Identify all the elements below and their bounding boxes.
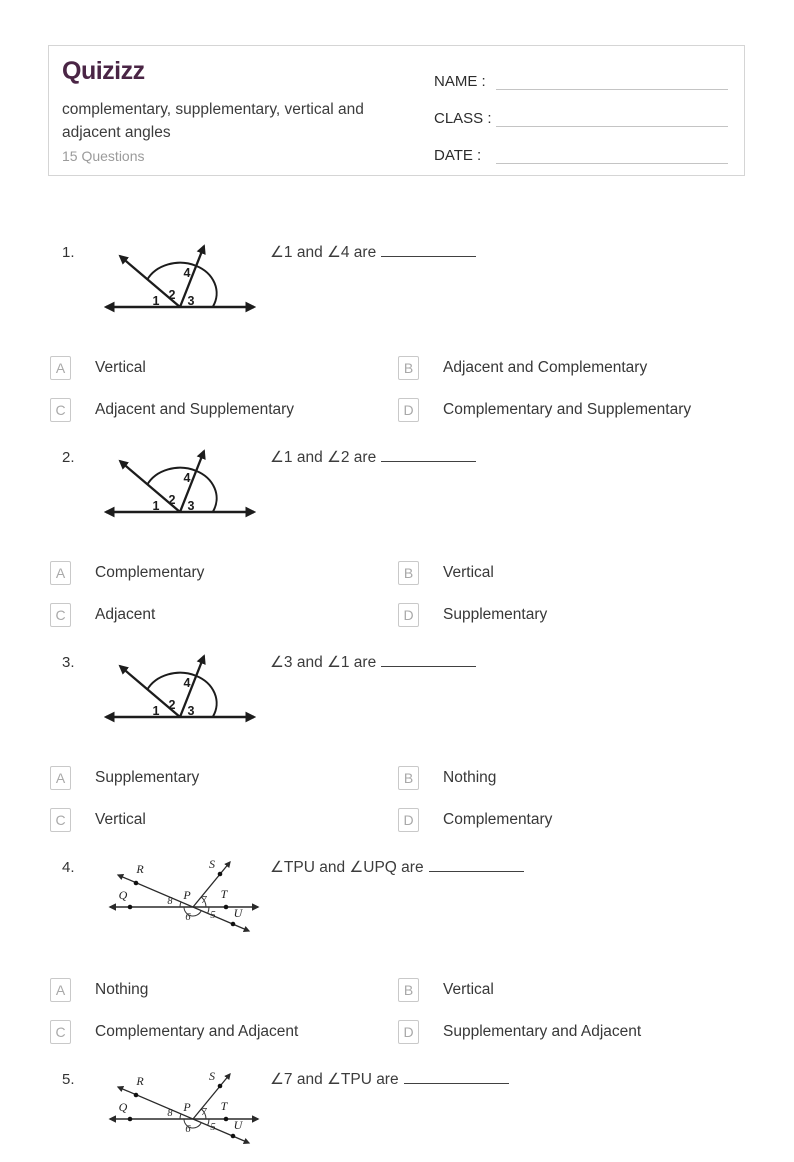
option-label: Nothing bbox=[443, 769, 497, 786]
question-number: 3. bbox=[62, 654, 75, 671]
question-2 bbox=[48, 445, 748, 627]
option-b[interactable] bbox=[398, 561, 748, 585]
point-label-p: P bbox=[183, 1100, 191, 1114]
intersecting-lines-figure bbox=[100, 855, 270, 950]
class-input-line[interactable] bbox=[496, 107, 728, 127]
angle-label-4: 4 bbox=[183, 471, 191, 485]
point-label-r: R bbox=[136, 862, 144, 876]
option-letter: A bbox=[50, 766, 71, 790]
option-label: Vertical bbox=[443, 564, 494, 581]
point-label-t: T bbox=[220, 887, 228, 901]
question-number: 5. bbox=[62, 1071, 75, 1088]
option-c[interactable] bbox=[50, 398, 398, 422]
answer-blank[interactable] bbox=[381, 653, 476, 667]
angle-label-2: 2 bbox=[168, 288, 176, 302]
angle-label-6: 6 bbox=[185, 1124, 191, 1135]
angle-label-3: 3 bbox=[187, 704, 195, 718]
quizizz-logo: Quizizz bbox=[62, 57, 145, 85]
answer-blank[interactable] bbox=[381, 448, 476, 462]
angle-figure bbox=[100, 650, 270, 738]
name-input-line[interactable] bbox=[496, 70, 728, 90]
point-label-u: U bbox=[233, 1118, 243, 1132]
option-label: Nothing bbox=[95, 981, 149, 998]
option-label: Supplementary bbox=[443, 606, 548, 623]
question-text: ∠7 and ∠TPU are bbox=[270, 1067, 748, 1162]
header bbox=[48, 45, 745, 176]
answer-blank[interactable] bbox=[429, 858, 524, 872]
angle-label-6: 6 bbox=[185, 912, 191, 923]
option-label: Complementary bbox=[443, 811, 553, 828]
name-label: NAME : bbox=[434, 73, 486, 90]
angle-figure bbox=[100, 445, 270, 533]
options bbox=[50, 561, 748, 627]
option-d[interactable] bbox=[398, 603, 748, 627]
option-label: Adjacent and Supplementary bbox=[95, 401, 295, 418]
class-label: CLASS : bbox=[434, 110, 492, 127]
question-number: 1. bbox=[62, 244, 75, 261]
option-letter: C bbox=[50, 603, 71, 627]
question-text: ∠1 and ∠4 are bbox=[270, 240, 748, 328]
angle-label-4: 4 bbox=[183, 676, 191, 690]
angle-label-3: 3 bbox=[187, 294, 195, 308]
option-a[interactable] bbox=[50, 766, 398, 790]
option-letter: D bbox=[398, 398, 419, 422]
angle-label-7: 7 bbox=[201, 1107, 207, 1118]
option-letter: A bbox=[50, 978, 71, 1002]
options bbox=[50, 766, 748, 832]
angle-label-7: 7 bbox=[201, 895, 207, 906]
option-letter: D bbox=[398, 1020, 419, 1044]
option-d[interactable] bbox=[398, 1020, 748, 1044]
option-a[interactable] bbox=[50, 978, 398, 1002]
point-label-p: P bbox=[183, 888, 191, 902]
option-c[interactable] bbox=[50, 1020, 398, 1044]
answer-blank[interactable] bbox=[404, 1070, 509, 1084]
option-label: Adjacent and Complementary bbox=[443, 359, 648, 376]
option-b[interactable] bbox=[398, 978, 748, 1002]
answer-blank[interactable] bbox=[381, 243, 476, 257]
option-label: Vertical bbox=[95, 811, 146, 828]
question-number: 4. bbox=[62, 859, 75, 876]
angle-label-3: 3 bbox=[187, 499, 195, 513]
option-label: Vertical bbox=[95, 359, 146, 376]
option-letter: B bbox=[398, 356, 419, 380]
option-label: Vertical bbox=[443, 981, 494, 998]
angle-label-5: 5 bbox=[210, 1122, 216, 1133]
point-label-u: U bbox=[233, 906, 243, 920]
angle-label-1: 1 bbox=[152, 499, 160, 513]
option-a[interactable] bbox=[50, 356, 398, 380]
date-field bbox=[434, 142, 728, 164]
question-text: ∠1 and ∠2 are bbox=[270, 445, 748, 533]
date-label: DATE : bbox=[434, 147, 482, 164]
options bbox=[50, 356, 748, 422]
angle-label-2: 2 bbox=[168, 493, 176, 507]
angle-label-1: 1 bbox=[152, 294, 160, 308]
option-label: Complementary and Supplementary bbox=[443, 401, 692, 418]
option-letter: A bbox=[50, 561, 71, 585]
option-d[interactable] bbox=[398, 808, 748, 832]
option-label: Complementary bbox=[95, 564, 205, 581]
intersecting-lines-figure bbox=[100, 1067, 270, 1162]
option-letter: D bbox=[398, 808, 419, 832]
point-label-q: Q bbox=[118, 1100, 128, 1114]
angle-label-8: 8 bbox=[167, 896, 173, 907]
question-text: ∠TPU and ∠UPQ are bbox=[270, 855, 748, 950]
point-label-s: S bbox=[209, 857, 215, 871]
angle-figure bbox=[100, 240, 270, 328]
option-label: Supplementary bbox=[95, 769, 200, 786]
angle-label-1: 1 bbox=[152, 704, 160, 718]
question-3 bbox=[48, 650, 748, 832]
option-letter: D bbox=[398, 603, 419, 627]
name-field bbox=[434, 68, 728, 90]
question-list bbox=[48, 240, 748, 1162]
option-letter: A bbox=[50, 356, 71, 380]
option-label: Supplementary and Adjacent bbox=[443, 1023, 642, 1040]
question-text: ∠3 and ∠1 are bbox=[270, 650, 748, 738]
question-1 bbox=[48, 240, 748, 422]
option-b[interactable] bbox=[398, 766, 748, 790]
option-letter: C bbox=[50, 398, 71, 422]
option-letter: C bbox=[50, 808, 71, 832]
point-label-s: S bbox=[209, 1069, 215, 1083]
header-left bbox=[62, 58, 414, 165]
option-label: Adjacent bbox=[95, 606, 156, 623]
angle-label-5: 5 bbox=[210, 910, 216, 921]
question-4 bbox=[48, 855, 748, 1044]
option-letter: B bbox=[398, 561, 419, 585]
option-label: Complementary and Adjacent bbox=[95, 1023, 299, 1040]
header-fields bbox=[414, 58, 728, 165]
angle-label-2: 2 bbox=[168, 698, 176, 712]
options bbox=[50, 978, 748, 1044]
date-input-line[interactable] bbox=[496, 144, 728, 164]
point-label-r: R bbox=[136, 1074, 144, 1088]
option-c[interactable] bbox=[50, 603, 398, 627]
question-count: 15 Questions bbox=[62, 147, 145, 164]
class-field bbox=[434, 105, 728, 127]
question-number: 2. bbox=[62, 449, 75, 466]
option-letter: B bbox=[398, 978, 419, 1002]
angle-label-4: 4 bbox=[183, 266, 191, 280]
question-5 bbox=[48, 1067, 748, 1162]
point-label-t: T bbox=[220, 1099, 228, 1113]
option-d[interactable] bbox=[398, 398, 748, 422]
option-letter: B bbox=[398, 766, 419, 790]
option-b[interactable] bbox=[398, 356, 748, 380]
worksheet-title: complementary, supplementary, vertical and adjacent angles bbox=[62, 101, 364, 142]
option-letter: C bbox=[50, 1020, 71, 1044]
option-a[interactable] bbox=[50, 561, 398, 585]
option-c[interactable] bbox=[50, 808, 398, 832]
point-label-q: Q bbox=[118, 888, 128, 902]
angle-label-8: 8 bbox=[167, 1108, 173, 1119]
